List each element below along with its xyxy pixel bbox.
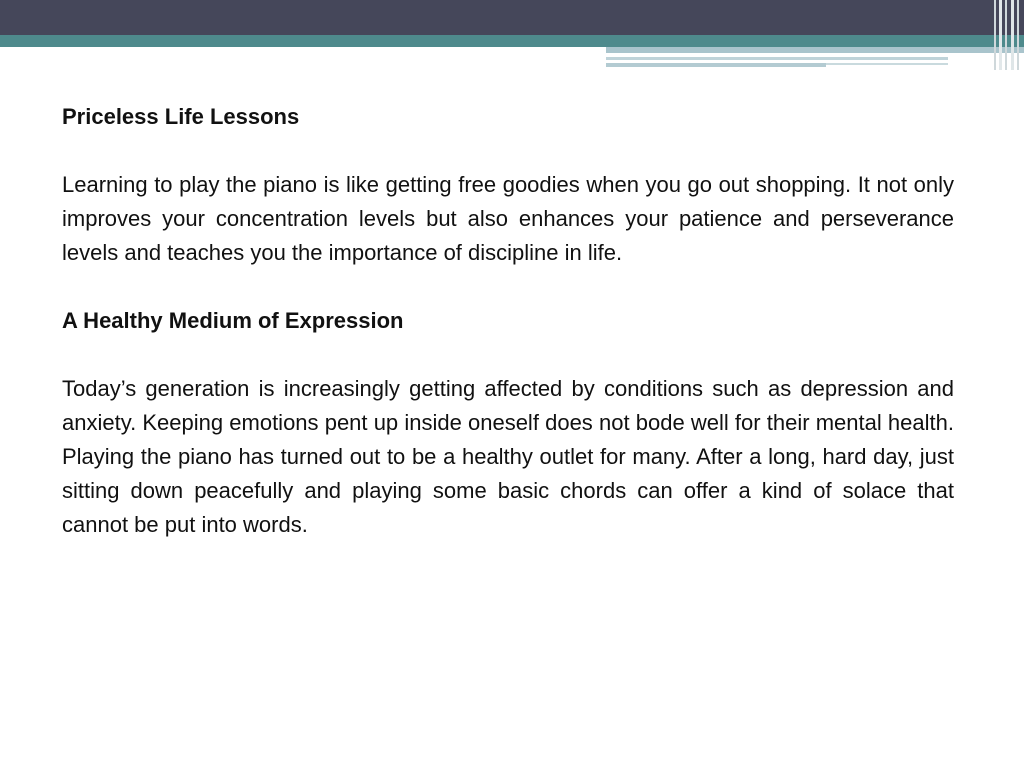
header-band-teal	[0, 35, 1024, 47]
header-accent-line	[606, 63, 826, 67]
header-accent-line	[606, 57, 948, 60]
section-body: Today’s generation is increasingly getting affected by conditions such as depression and anxiety. Keeping emotions pent up inside oneself does not bode well for their mental health. Playing the piano has turned out to be a healthy outlet for many. After a long, hard day, just sitting down peacefully and playing some basic chords can offer a kind of solace that cannot be put into words.	[62, 376, 954, 537]
section-heading: Priceless Life Lessons	[62, 104, 300, 129]
section-heading: A Healthy Medium of Expression	[62, 308, 404, 333]
header-band-light	[606, 47, 1024, 53]
header-accent-line	[826, 63, 948, 65]
slide-content	[62, 100, 954, 542]
header-band-dark	[0, 0, 1024, 35]
section-body: Learning to play the piano is like getting free goodies when you go out shopping. It not only improves your concentration levels but also enhances your patience and perseverance levels and teaches you the importance of discipline in life.	[62, 172, 954, 265]
header-side-stripes	[990, 0, 1024, 70]
